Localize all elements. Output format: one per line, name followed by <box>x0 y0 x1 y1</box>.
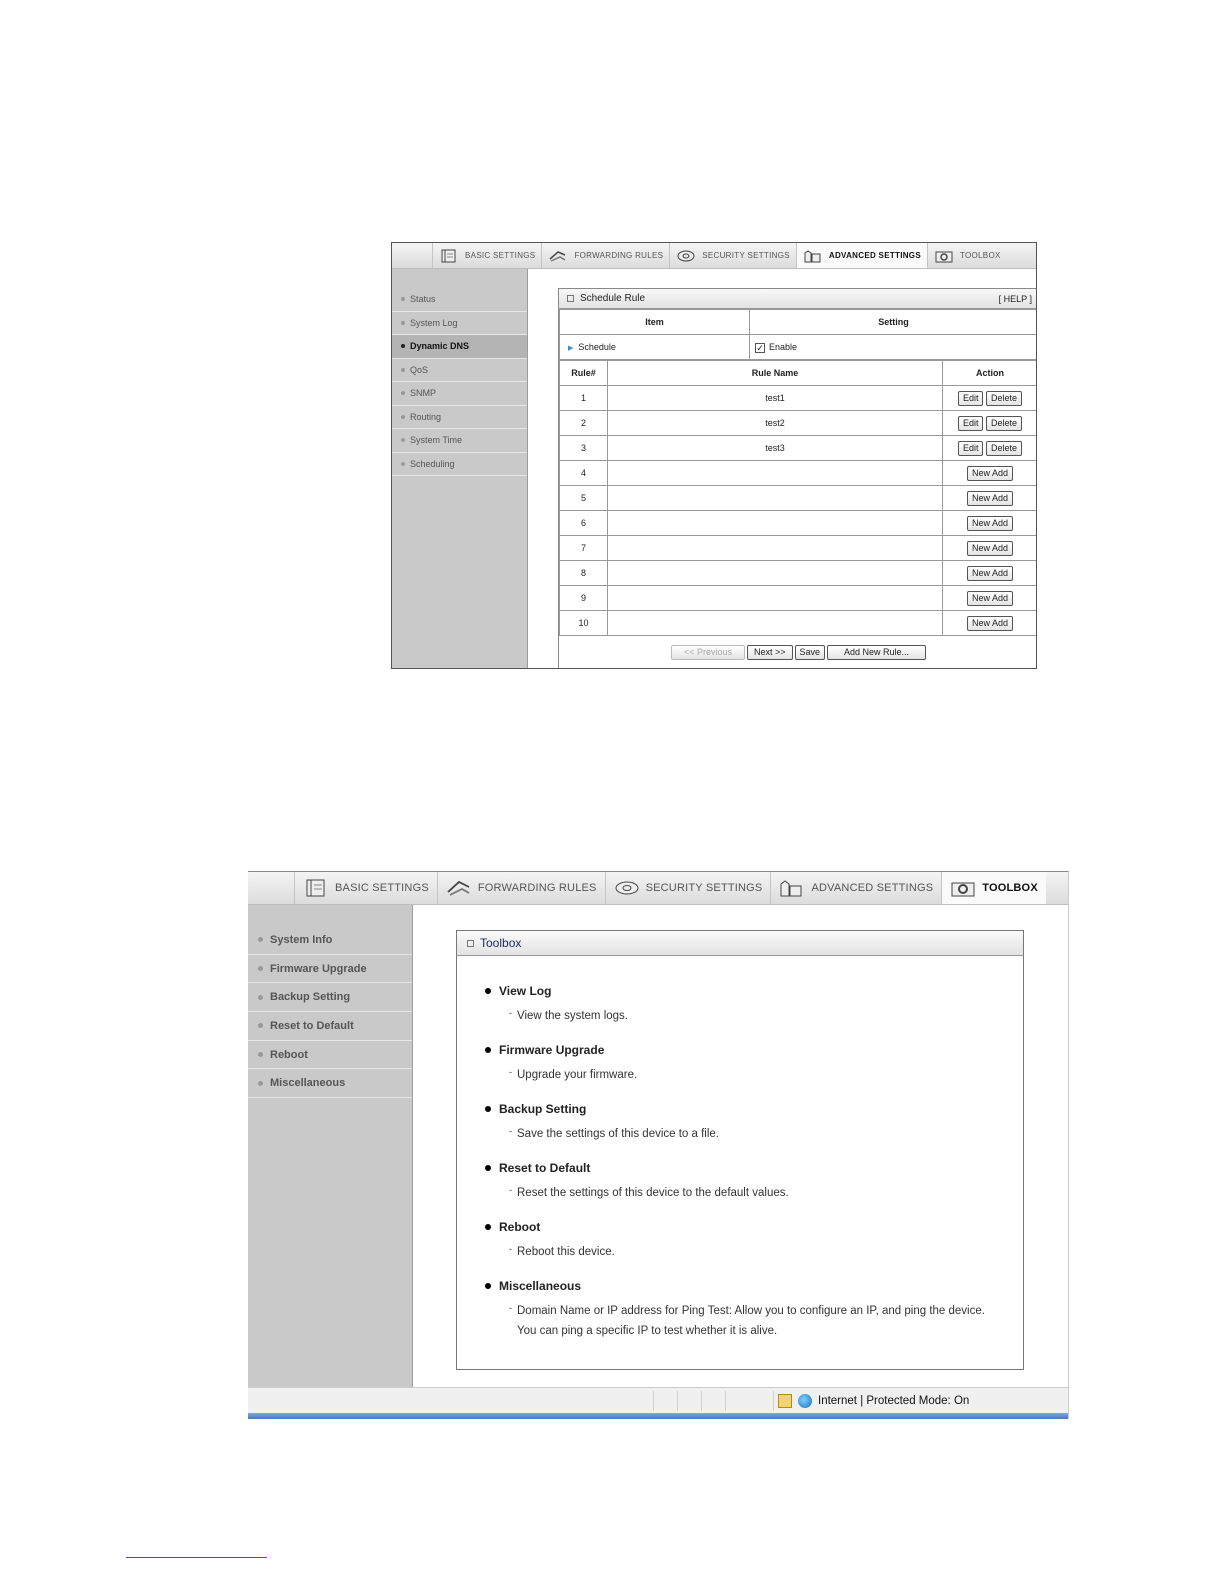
new-add-button[interactable]: New Add <box>967 516 1013 531</box>
bullet-icon <box>485 1224 491 1230</box>
sidebar-item-backup-setting[interactable] <box>248 983 412 1012</box>
schedule-setting-cell <box>750 335 1038 360</box>
new-add-button[interactable]: New Add <box>967 541 1013 556</box>
schedule-rule-panel <box>558 288 1037 669</box>
tab-label: ADVANCED SETTINGS <box>828 251 921 260</box>
rule-actions <box>943 561 1038 586</box>
tab-label: TOOLBOX <box>959 251 1001 260</box>
bullet-icon <box>401 462 405 466</box>
arrows-icon <box>446 879 472 897</box>
sidebar-item-reboot[interactable] <box>248 1041 412 1070</box>
new-add-button[interactable]: New Add <box>967 616 1013 631</box>
status-cell <box>653 1391 677 1411</box>
bullet-icon <box>485 1283 491 1289</box>
dash-icon: - <box>509 1185 512 1195</box>
footnote-separator <box>126 1557 267 1558</box>
table-row <box>560 561 1038 586</box>
bullet-icon <box>258 1023 263 1028</box>
list-item <box>485 984 1023 1026</box>
sidebar-item-routing[interactable] <box>392 406 527 430</box>
sidebar-item-snmp[interactable] <box>392 382 527 406</box>
bullet-icon <box>485 1047 491 1053</box>
tab-advanced-settings[interactable] <box>796 243 927 268</box>
item-title: Reset to Default <box>499 1161 591 1175</box>
delete-button[interactable]: Delete <box>986 416 1022 431</box>
sidebar-item-dynamic-dns[interactable] <box>392 335 527 359</box>
bullet-icon <box>258 1052 263 1057</box>
col-header-setting: Setting <box>750 310 1038 335</box>
bullet-icon <box>401 321 405 325</box>
square-icon <box>467 940 474 947</box>
tab-label: FORWARDING RULES <box>477 882 597 894</box>
tab-basic-settings[interactable] <box>432 243 541 268</box>
rule-actions <box>943 436 1038 461</box>
notebook-icon <box>439 249 459 263</box>
sidebar-item-label: Reboot <box>270 1048 308 1061</box>
toolbox-screenshot <box>248 871 1069 1419</box>
item-description: Save the settings of this device to a file. <box>517 1128 720 1140</box>
list-item <box>485 1220 1023 1262</box>
item-description: Reboot this device. <box>517 1246 615 1258</box>
table-row <box>560 586 1038 611</box>
table-row <box>560 611 1038 636</box>
sidebar-item-status[interactable] <box>392 288 527 312</box>
sidebar-item-label: Dynamic DNS <box>410 341 470 352</box>
rule-actions <box>943 611 1038 636</box>
sidebar-item-label: Status <box>410 294 436 305</box>
tab-advanced-settings[interactable] <box>770 872 941 904</box>
rule-name: test3 <box>608 436 943 461</box>
previous-button[interactable]: << Previous <box>671 645 745 660</box>
bullet-icon <box>258 995 263 1000</box>
item-description: View the system logs. <box>517 1010 629 1022</box>
panel-header <box>457 931 1023 956</box>
table-row <box>560 461 1038 486</box>
sidebar-item-system-time[interactable] <box>392 429 527 453</box>
zone-info <box>798 1394 969 1408</box>
col-header-action: Action <box>943 361 1038 386</box>
tab-toolbox[interactable] <box>941 872 1046 904</box>
item-description: Reset the settings of this device to the default values. <box>517 1187 789 1199</box>
table-row <box>560 536 1038 561</box>
sidebar-item-scheduling[interactable] <box>392 453 527 477</box>
table-row <box>560 511 1038 536</box>
tab-label: FORWARDING RULES <box>574 251 664 260</box>
sidebar <box>392 269 528 668</box>
item-description: Domain Name or IP address for Ping Test: Allow you to configure an IP, and ping the device. You can ping a specific IP to test whether it is alive. <box>517 1305 985 1337</box>
table-row <box>560 436 1038 461</box>
add-new-rule-button[interactable]: Add New Rule... <box>827 645 926 660</box>
col-header-rule-name: Rule Name <box>608 361 943 386</box>
enable-checkbox[interactable]: ✓ <box>756 342 764 353</box>
tab-security-settings[interactable] <box>669 243 796 268</box>
sidebar-item-qos[interactable] <box>392 359 527 383</box>
rule-name: test2 <box>608 411 943 436</box>
castle-icon <box>779 879 805 897</box>
bullet-icon <box>485 1165 491 1171</box>
list-item <box>485 1279 1023 1341</box>
bullet-icon <box>401 438 405 442</box>
sidebar-item-label: System Log <box>410 317 458 328</box>
bullet-icon <box>485 988 491 994</box>
new-add-button[interactable]: New Add <box>967 491 1013 506</box>
rule-name <box>608 536 943 561</box>
panel-title: Schedule Rule <box>580 293 646 304</box>
tab-forwarding-rules[interactable] <box>437 872 605 904</box>
toolbox-list <box>457 956 1023 1341</box>
square-icon <box>567 295 574 302</box>
item-title: Backup Setting <box>499 1102 587 1116</box>
table-row <box>560 386 1038 411</box>
tab-label: ADVANCED SETTINGS <box>811 882 934 894</box>
edit-button[interactable]: Edit <box>958 441 984 456</box>
rule-number: 10 <box>560 611 608 636</box>
rule-number: 9 <box>560 586 608 611</box>
rule-number: 3 <box>560 436 608 461</box>
dash-icon: - <box>509 1067 512 1077</box>
sidebar-item-label: Routing <box>410 411 442 422</box>
sidebar-item-miscellaneous[interactable] <box>248 1069 412 1098</box>
bullet-icon <box>401 391 405 395</box>
save-button[interactable]: Save <box>795 645 826 660</box>
rule-actions <box>943 486 1038 511</box>
castle-icon <box>803 249 823 263</box>
status-cell <box>725 1391 773 1411</box>
sidebar-item-firmware-upgrade[interactable] <box>248 955 412 984</box>
new-add-button[interactable]: New Add <box>967 591 1013 606</box>
col-header-rule-num: Rule# <box>560 361 608 386</box>
sidebar-item-label: Backup Setting <box>270 991 351 1004</box>
sidebar <box>248 905 413 1387</box>
gear-box-icon <box>934 249 954 263</box>
help-link[interactable]: [ HELP ] <box>998 293 1032 304</box>
tab-basic-settings[interactable] <box>294 872 437 904</box>
disc-icon <box>676 249 696 263</box>
sidebar-item-reset-to-default[interactable] <box>248 1012 412 1041</box>
main-tab-bar <box>248 872 1068 905</box>
edit-button[interactable]: Edit <box>958 391 984 406</box>
rule-name <box>608 561 943 586</box>
sidebar-item-label: System Time <box>410 435 463 446</box>
sidebar-item-label: System Info <box>270 933 333 946</box>
dash-icon: - <box>509 1244 512 1254</box>
rule-number: 5 <box>560 486 608 511</box>
schedule-label: Schedule <box>578 342 616 352</box>
delete-button[interactable]: Delete <box>986 441 1022 456</box>
new-add-button[interactable]: New Add <box>967 466 1013 481</box>
tab-label: SECURITY SETTINGS <box>645 882 763 894</box>
sidebar-item-label: SNMP <box>410 388 437 399</box>
item-title: Firmware Upgrade <box>499 1043 605 1057</box>
schedule-label-cell <box>560 335 750 360</box>
browser-status-bar <box>248 1387 1068 1413</box>
rules-table <box>559 360 1037 636</box>
panel-title: Toolbox <box>480 936 522 950</box>
sidebar-item-label: QoS <box>410 364 429 375</box>
delete-button[interactable]: Delete <box>986 391 1022 406</box>
tab-label: TOOLBOX <box>982 882 1038 894</box>
rule-name <box>608 461 943 486</box>
table-row <box>560 411 1038 436</box>
edit-button[interactable]: Edit <box>958 416 984 431</box>
globe-icon <box>798 1394 812 1408</box>
bullet-icon <box>401 297 405 301</box>
schedule-setting-table <box>559 309 1037 360</box>
triangle-right-icon: ▶ <box>568 345 574 352</box>
tab-label: SECURITY SETTINGS <box>702 251 790 260</box>
item-title: Miscellaneous <box>499 1279 582 1293</box>
protected-mode-icon[interactable] <box>778 1394 792 1408</box>
list-item <box>485 1102 1023 1144</box>
new-add-button[interactable]: New Add <box>967 566 1013 581</box>
rule-number: 4 <box>560 461 608 486</box>
rule-number: 6 <box>560 511 608 536</box>
main-tab-bar <box>392 243 1036 269</box>
bullet-icon <box>401 368 405 372</box>
rule-name: test1 <box>608 386 943 411</box>
bullet-icon <box>401 415 405 419</box>
sidebar-item-label: Firmware Upgrade <box>270 962 367 975</box>
tab-label: BASIC SETTINGS <box>465 251 536 260</box>
enable-label: Enable <box>769 341 798 352</box>
item-title: View Log <box>499 984 552 998</box>
bullet-icon <box>485 1106 491 1112</box>
col-header-item: Item <box>560 310 750 335</box>
rule-name <box>608 586 943 611</box>
sidebar-item-label: Reset to Default <box>270 1019 354 1032</box>
list-item <box>485 1161 1023 1203</box>
rule-actions <box>943 461 1038 486</box>
rule-name <box>608 511 943 536</box>
table-row <box>560 486 1038 511</box>
rule-number: 7 <box>560 536 608 561</box>
rule-name <box>608 486 943 511</box>
tab-forwarding-rules[interactable] <box>541 243 669 268</box>
arrows-icon <box>548 249 568 263</box>
tab-label: BASIC SETTINGS <box>335 882 429 894</box>
dash-icon: - <box>509 1303 512 1313</box>
notebook-icon <box>303 879 329 897</box>
status-cell <box>701 1391 725 1411</box>
panel-header <box>559 289 1037 309</box>
rule-actions <box>943 586 1038 611</box>
zone-text: Internet | Protected Mode: On <box>818 1394 970 1407</box>
tab-security-settings[interactable] <box>605 872 771 904</box>
dash-icon: - <box>509 1008 512 1018</box>
toolbox-panel <box>456 930 1024 1370</box>
rule-actions <box>943 511 1038 536</box>
sidebar-item-label: Scheduling <box>410 458 455 469</box>
bullet-icon <box>258 1081 263 1086</box>
item-description: Upgrade your firmware. <box>517 1069 638 1081</box>
taskbar-edge <box>248 1413 1068 1419</box>
zone-cell <box>773 1391 1063 1411</box>
rule-name <box>608 611 943 636</box>
rule-number: 1 <box>560 386 608 411</box>
rule-number: 2 <box>560 411 608 436</box>
sidebar-item-system-log[interactable] <box>392 312 527 336</box>
list-item <box>485 1043 1023 1085</box>
rule-actions <box>943 536 1038 561</box>
gear-box-icon <box>950 879 976 897</box>
bullet-icon <box>258 966 263 971</box>
sidebar-item-system-info[interactable] <box>248 926 412 955</box>
next-button[interactable]: Next >> <box>747 645 793 660</box>
item-title: Reboot <box>499 1220 541 1234</box>
rule-number: 8 <box>560 561 608 586</box>
pagination-footer <box>559 636 1037 669</box>
sidebar-item-label: Miscellaneous <box>270 1077 346 1090</box>
rule-actions <box>943 411 1038 436</box>
dash-icon: - <box>509 1126 512 1136</box>
disc-icon <box>614 879 640 897</box>
bullet-icon <box>258 937 263 942</box>
tab-toolbox[interactable] <box>927 243 1007 268</box>
status-cell <box>677 1391 701 1411</box>
bullet-icon <box>401 344 405 348</box>
schedule-rule-screenshot <box>391 242 1037 669</box>
rule-actions <box>943 386 1038 411</box>
